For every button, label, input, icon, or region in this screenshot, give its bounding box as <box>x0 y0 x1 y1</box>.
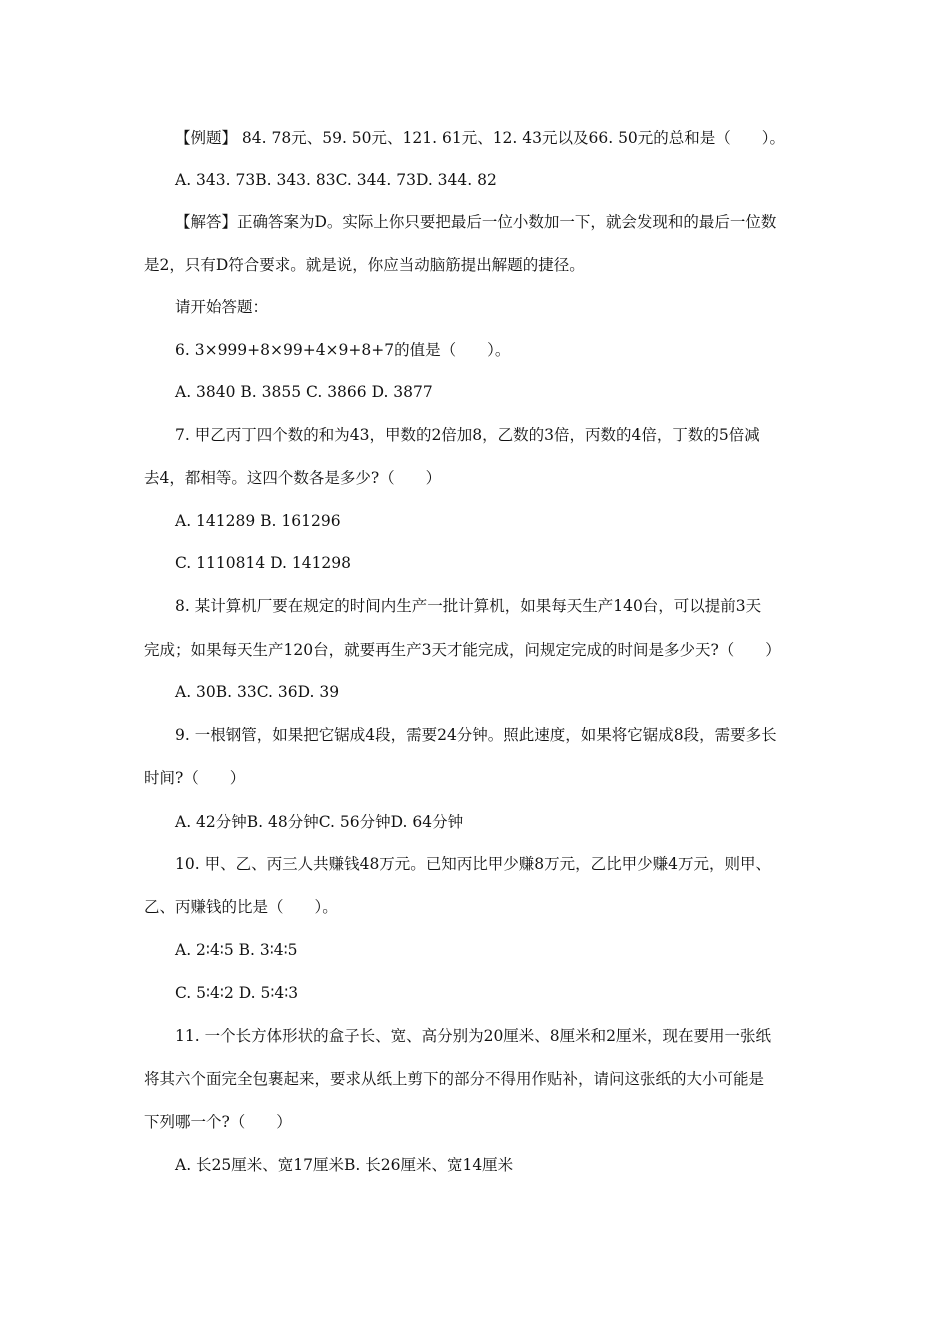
example-question: 【例题】 84. 78元、59. 50元、121. 61元、12. 43元以及66. 50元的总和是（ ）。 <box>175 129 786 147</box>
question-10-line-1: 10. 甲、乙、丙三人共赚钱48万元。已知丙比甲少赚8万元，乙比甲少赚4万元，则甲、 <box>175 855 772 873</box>
question-6: 6. 3×999+8×99+4×9+8+7的值是（ ）。 <box>175 341 511 359</box>
example-options: A. 343. 73B. 343. 83C. 344. 73D. 344. 82 <box>175 171 497 189</box>
question-8-line-2: 完成；如果每天生产120台，就要再生产3天才能完成，问规定完成的时间是多少天?（ ） <box>144 641 781 659</box>
question-7-options-cd: C. 1110814 D. 141298 <box>175 554 352 572</box>
question-11-line-2: 将其六个面完全包裹起来，要求从纸上剪下的部分不得用作贴补，请问这张纸的大小可能是 <box>144 1070 765 1088</box>
question-8-options: A. 30B. 33C. 36D. 39 <box>175 683 340 701</box>
question-10-line-2: 乙、丙赚钱的比是（ ）。 <box>144 898 338 916</box>
question-7-line-1: 7. 甲乙丙丁四个数的和为43，甲数的2倍加8，乙数的3倍，丙数的4倍，丁数的5倍减 <box>175 426 760 444</box>
example-answer-line-2: 是2，只有D符合要求。就是说，你应当动脑筋提出解题的捷径。 <box>144 256 585 274</box>
question-9-options: A. 42分钟B. 48分钟C. 56分钟D. 64分钟 <box>175 813 464 831</box>
question-9-line-1: 9. 一根钢管，如果把它锯成4段，需要24分钟。照此速度，如果将它锯成8段，需要多长 <box>175 726 777 744</box>
question-9-line-2: 时间?（ ） <box>144 769 246 787</box>
example-answer-line-1: 【解答】正确答案为D。实际上你只要把最后一位小数加一下，就会发现和的最后一位数 <box>175 213 777 231</box>
question-10-options-cd: C. 5∶4∶2 D. 5∶4∶3 <box>175 984 299 1002</box>
start-instruction: 请开始答题： <box>175 298 269 316</box>
question-7-line-2: 去4，都相等。这四个数各是多少?（ ） <box>144 469 442 487</box>
question-10-options-ab: A. 2∶4∶5 B. 3∶4∶5 <box>175 941 298 959</box>
question-11-line-1: 11. 一个长方体形状的盒子长、宽、高分别为20厘米、8厘米和2厘米，现在要用一张纸 <box>175 1027 772 1045</box>
question-6-options: A. 3840 B. 3855 C. 3866 D. 3877 <box>175 383 433 401</box>
question-8-line-1: 8. 某计算机厂要在规定的时间内生产一批计算机，如果每天生产140台，可以提前3天 <box>175 597 762 615</box>
question-11-line-3: 下列哪一个?（ ） <box>144 1113 292 1131</box>
question-11-options-ab: A. 长25厘米、宽17厘米B. 长26厘米、宽14厘米 <box>175 1156 514 1174</box>
question-7-options-ab: A. 141289 B. 161296 <box>175 512 341 530</box>
